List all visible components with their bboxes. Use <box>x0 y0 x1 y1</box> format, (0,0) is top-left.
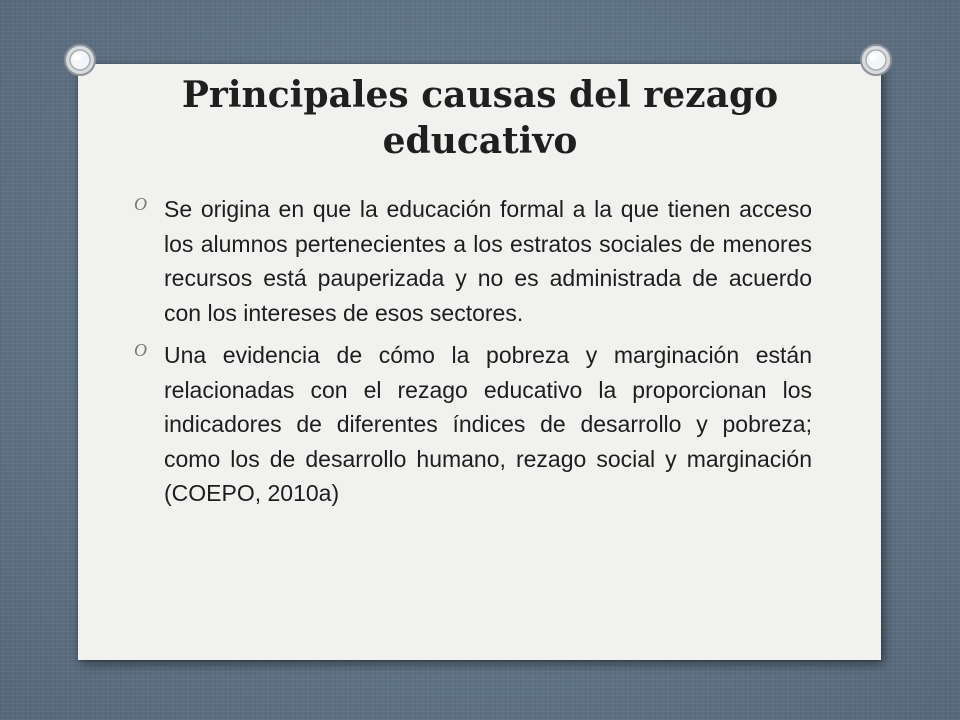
bullet-list <box>128 192 812 519</box>
pushpin-right-icon <box>856 40 896 80</box>
bullet-text: Una evidencia de cómo la pobreza y marginación están relacionadas con el rezago educativo la proporcionan los indicadores de diferentes índices de desarrollo y pobreza; como los de desarrollo humano, rezago social y marginación (COEPO, 2010a) <box>164 342 812 506</box>
slide-title: Principales causas del rezago educativo <box>181 74 779 162</box>
bullet-marker-icon: O <box>134 340 147 360</box>
bullet-marker-icon: O <box>134 194 147 214</box>
bullet-item <box>128 338 812 511</box>
pushpin-left-icon <box>60 40 100 80</box>
bullet-item <box>128 192 812 330</box>
bullet-text: Se origina en que la educación formal a la que tienen acceso los alumnos pertenecientes a los estratos sociales de menores recursos está pauperizada y no es administrada de acuerdo con los intereses de esos sectores. <box>164 196 812 326</box>
